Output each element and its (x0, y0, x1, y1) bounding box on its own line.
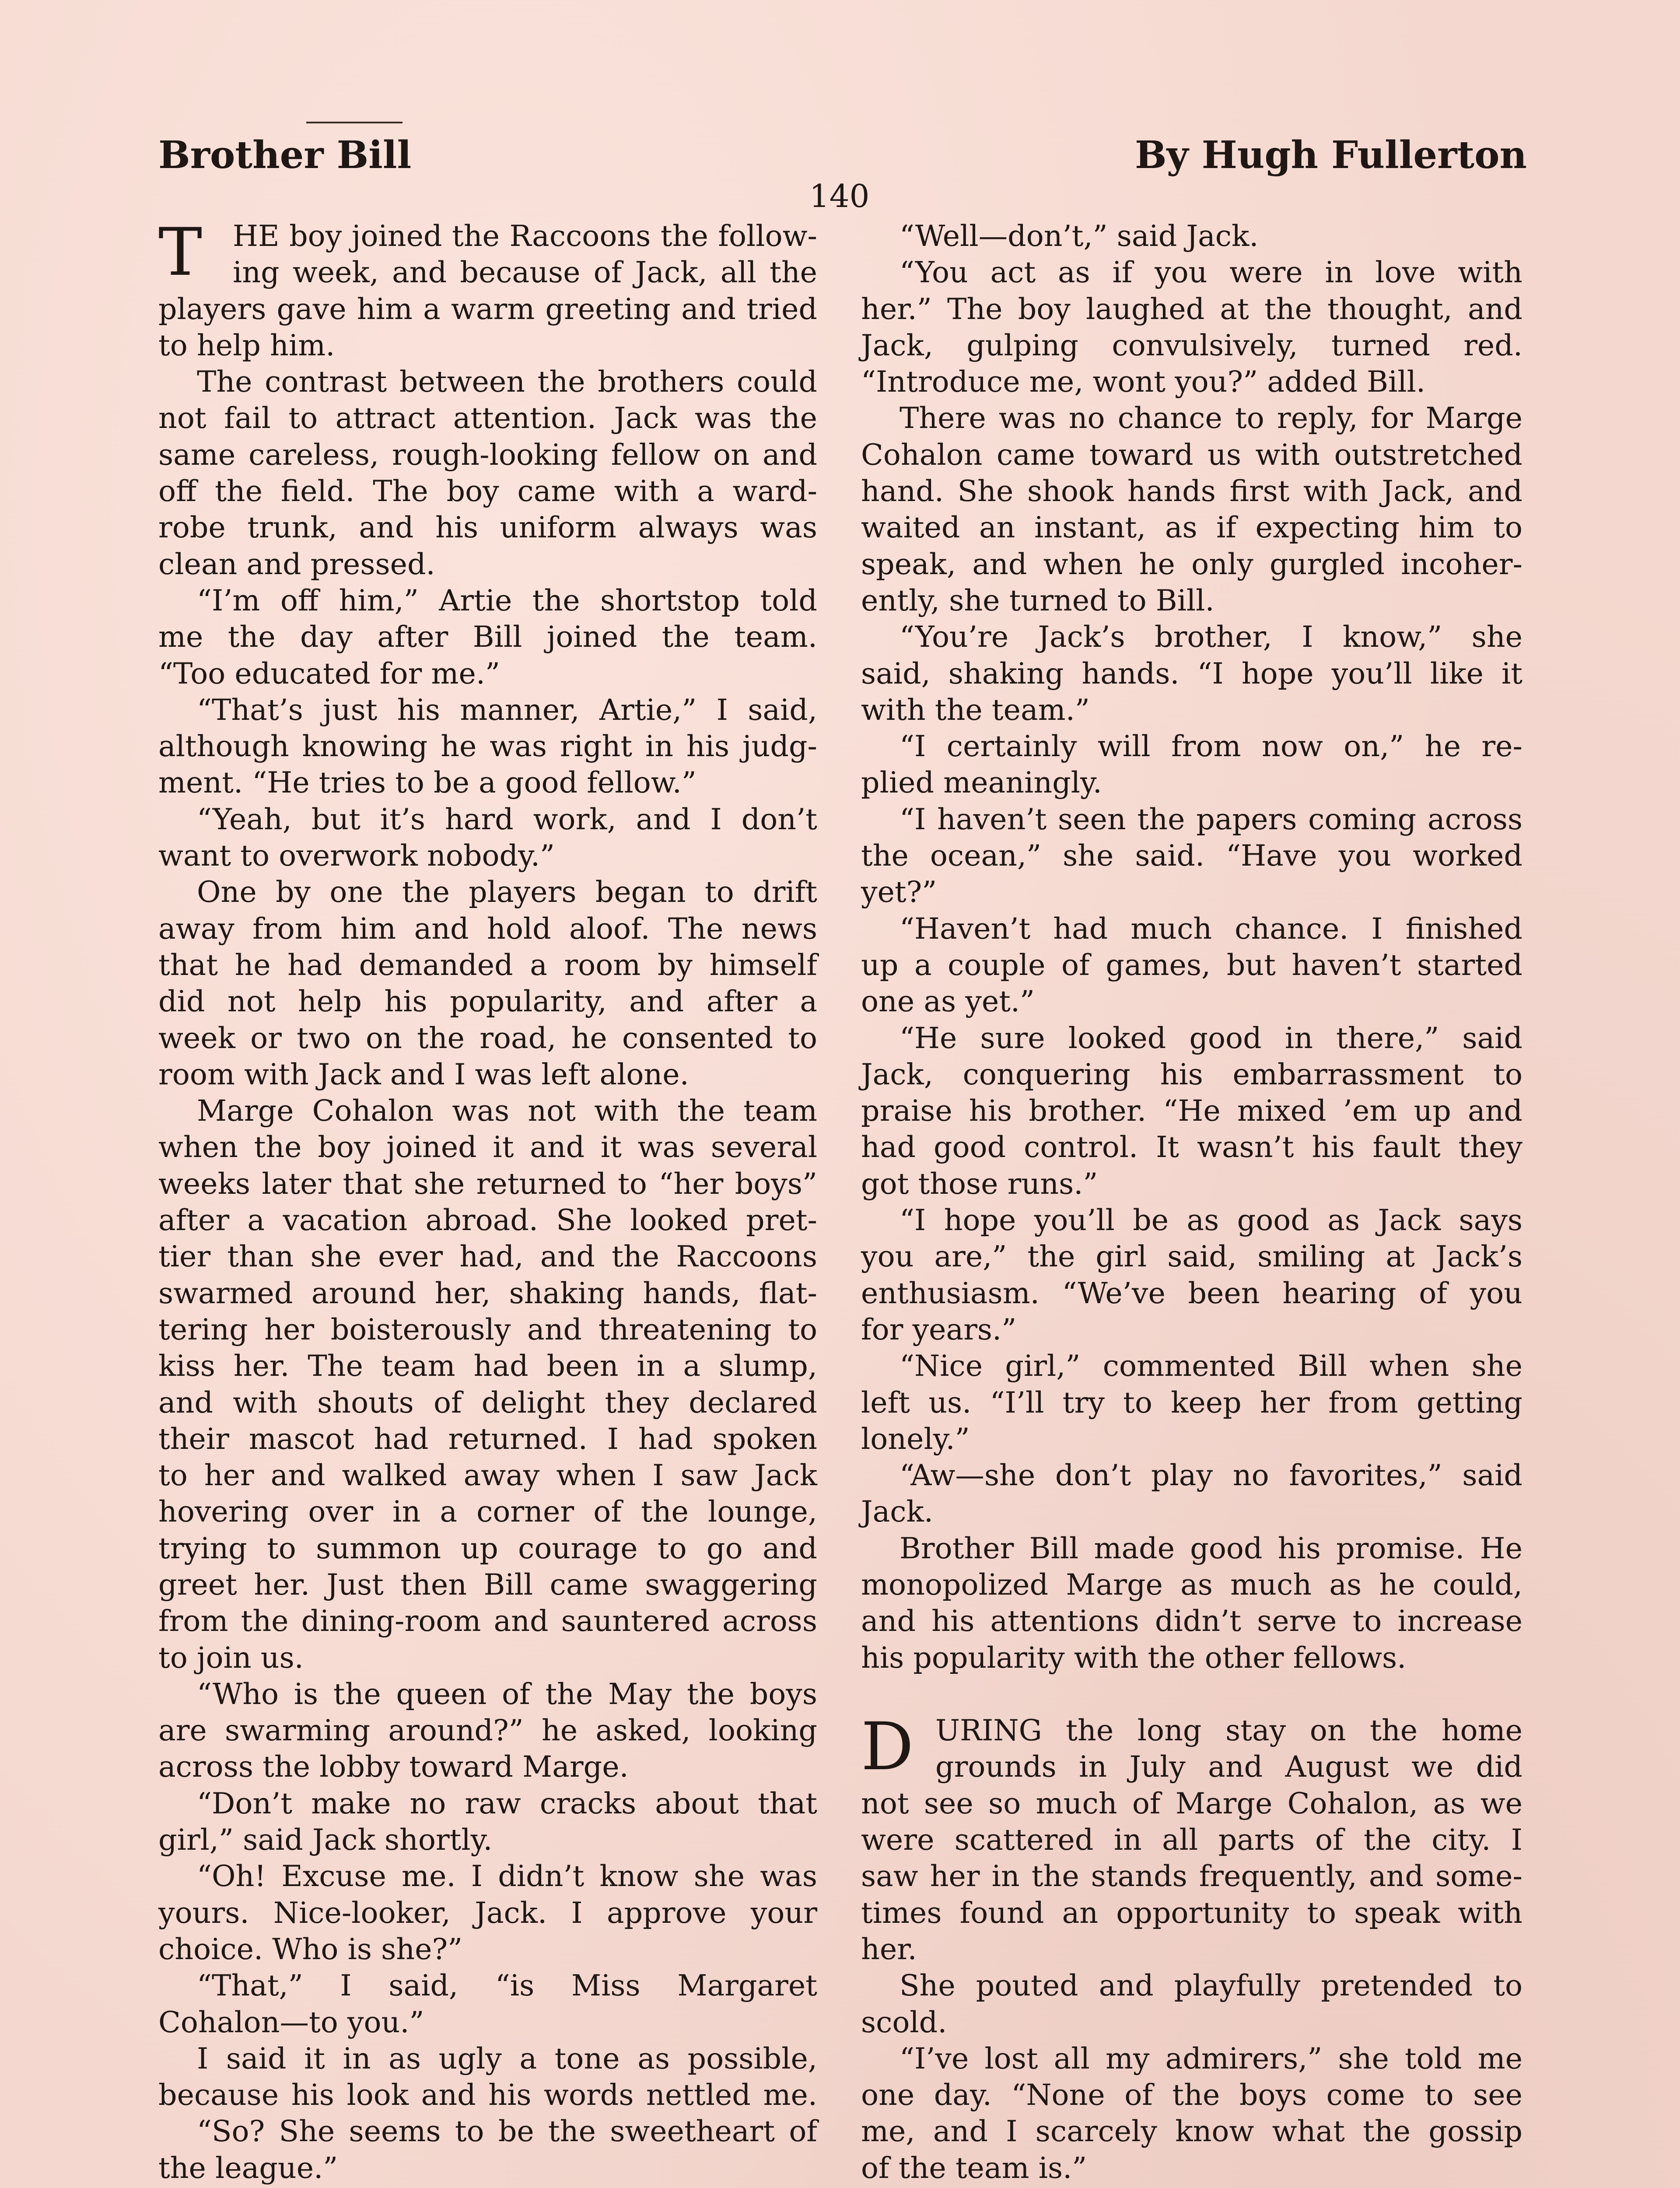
line-text: to her and walked away when I saw Jack (158, 1458, 817, 1493)
text-line (861, 1567, 1522, 1603)
text-line (158, 1311, 817, 1348)
text-line (158, 509, 817, 546)
text-line (861, 291, 1522, 327)
line-text: one as yet.” (861, 984, 1035, 1019)
line-text: Jack, gulping convulsively, turned red. (861, 328, 1522, 362)
text-line (158, 1603, 817, 1639)
text-line (158, 728, 817, 764)
text-line (861, 2004, 1522, 2041)
text-line (861, 656, 1522, 692)
line-text: swarmed around her, shaking hands, flat- (158, 1276, 817, 1310)
line-text: said, shaking hands. “I hope you’ll like it (861, 656, 1522, 691)
text-line (861, 1895, 1522, 1931)
line-text: trying to summon up courage to go and (158, 1531, 817, 1565)
text-line (158, 619, 817, 655)
line-text: “I’ve lost all my admirers,” she told me (900, 2041, 1522, 2076)
line-text: HE boy joined the Raccoons the follow- (233, 219, 817, 253)
line-text: praise his brother. “He mixed ’em up and (861, 1094, 1522, 1128)
text-line (158, 764, 817, 801)
text-line (158, 473, 817, 509)
line-text: hand. She shook hands first with Jack, and (861, 474, 1522, 508)
text-line (861, 1785, 1522, 1822)
text-line (861, 619, 1522, 655)
text-line (861, 582, 1522, 619)
text-line (861, 1129, 1522, 1165)
text-line (861, 1603, 1522, 1639)
text-line (158, 2113, 817, 2149)
line-text: “Haven’t had much chance. I finished (900, 911, 1522, 946)
line-text: after a vacation abroad. She looked pret- (158, 1203, 817, 1238)
line-text: URING the long stay on the home (935, 1713, 1522, 1748)
text-line (158, 692, 817, 728)
text-line (158, 1749, 817, 1785)
text-line (158, 656, 817, 692)
text-line (861, 364, 1522, 400)
line-text: One by one the players began to drift (197, 875, 817, 909)
text-line (158, 2077, 817, 2113)
text-line (158, 1385, 817, 1421)
text-line (158, 983, 817, 1020)
text-line (158, 838, 817, 874)
line-text: got those runs.” (861, 1166, 1098, 1201)
line-text: are swarming around?” he asked, looking (158, 1713, 817, 1748)
line-text: “Introduce me, wont you?” added Bill. (861, 365, 1425, 399)
line-text: and his attentions didn’t serve to increase (861, 1604, 1522, 1638)
text-line (158, 291, 817, 327)
line-text: “You’re Jack’s brother, I know,” she (900, 620, 1522, 654)
text-line (861, 1056, 1522, 1093)
line-text: The contrast between the brothers could (197, 365, 817, 399)
text-line (158, 947, 817, 983)
text-line (861, 327, 1522, 364)
line-text: across the lobby toward Marge. (158, 1750, 629, 1784)
line-text: the ocean,” she said. “Have you worked (861, 838, 1522, 873)
line-text: speak, and when he only gurgled incoher- (861, 547, 1522, 581)
line-text: not see so much of Marge Cohalon, as we (861, 1786, 1522, 1820)
text-line (861, 947, 1522, 983)
line-text: off the field. The boy came with a ward- (158, 474, 817, 508)
story-byline: By Hugh Fullerton (1134, 133, 1527, 177)
line-text: yours. Nice-looker, Jack. I approve your (158, 1895, 817, 1930)
text-line (158, 437, 817, 473)
line-text: waited an instant, as if expecting him to (861, 510, 1522, 545)
text-line (861, 1494, 1522, 1530)
line-text: away from him and hold aloof. The news (158, 911, 817, 946)
text-line (158, 1275, 817, 1311)
line-text: There was no chance to reply, for Marge (900, 401, 1522, 435)
line-text: grounds in July and August we did (935, 1750, 1522, 1784)
text-line (861, 1931, 1522, 1967)
text-line (158, 1166, 817, 1202)
text-line (861, 1530, 1522, 1567)
text-line (861, 911, 1522, 947)
line-text: Jack. (861, 1494, 933, 1529)
text-line (861, 254, 1522, 291)
text-line (861, 1967, 1522, 2004)
text-line (158, 546, 817, 582)
text-line (158, 1640, 817, 1676)
header-rule (306, 122, 402, 123)
text-line (861, 400, 1522, 436)
line-text: times found an opportunity to speak with (861, 1895, 1522, 1930)
text-line (861, 728, 1522, 764)
line-text: up a couple of games, but haven’t started (861, 947, 1522, 982)
text-line (158, 1202, 817, 1238)
text-line (158, 1494, 817, 1530)
line-text: Marge Cohalon was not with the team (197, 1094, 817, 1128)
line-text: that he had demanded a room by himself (158, 947, 817, 982)
line-text: “That,” I said, “is Miss Margaret (197, 1968, 817, 2003)
line-text: “I certainly will from now on,” he re- (900, 729, 1522, 764)
text-line (158, 1348, 817, 1384)
line-text: when the boy joined it and it was several (158, 1130, 817, 1164)
line-text: greet her. Just then Bill came swaggering (158, 1567, 817, 1602)
line-text: “Oh! Excuse me. I didn’t know she was (197, 1859, 817, 1893)
line-text: Cohalon—to you.” (158, 2005, 424, 2039)
line-text: players gave him a warm greeting and tried (158, 291, 817, 326)
text-line (861, 1822, 1522, 1858)
line-text: “Who is the queen of the May the boys (197, 1676, 817, 1711)
text-line (861, 764, 1522, 801)
line-text: “You act as if you were in love with (900, 255, 1522, 290)
line-text: his popularity with the other fellows. (861, 1640, 1407, 1675)
text-line (861, 2186, 1522, 2188)
line-text: because his look and his words nettled me. (158, 2078, 817, 2112)
text-line (158, 1020, 817, 1056)
text-line (861, 1238, 1522, 1275)
text-line (861, 1311, 1522, 1348)
text-line (158, 1895, 817, 1931)
line-text: “I’m off him,” Artie the shortstop told (197, 583, 817, 617)
text-line (158, 2041, 817, 2077)
page-number: 140 (809, 178, 870, 214)
text-line (861, 1749, 1522, 1785)
line-text: “Aw—she don’t play no favorites,” said (900, 1458, 1522, 1493)
text-line (158, 1822, 817, 1858)
text-line (861, 1020, 1522, 1056)
line-text: did not help his popularity, and after a (158, 984, 817, 1019)
line-text: same careless, rough-looking fellow on and (158, 437, 817, 472)
line-text: the league.” (158, 2150, 338, 2185)
text-line (861, 218, 1522, 254)
text-line (158, 1676, 817, 1712)
line-text: from the dining-room and sauntered across (158, 1604, 817, 1638)
line-text: you are,” the girl said, smiling at Jack’s (861, 1239, 1522, 1274)
line-text: were scattered in all parts of the city. I (861, 1823, 1522, 1857)
text-line (861, 2150, 1522, 2186)
section-gap (861, 1676, 1522, 1712)
line-text: scold. (861, 2005, 947, 2039)
line-text: for years.” (861, 1312, 1017, 1346)
line-text: ently, she turned to Bill. (861, 583, 1214, 617)
text-line (158, 1238, 817, 1275)
text-line (861, 1858, 1522, 1894)
line-text: Cohalon came toward us with outstretched (861, 437, 1522, 472)
line-text: to join us. (158, 1640, 304, 1675)
line-text: choice. Who is she?” (158, 1932, 463, 1966)
text-line (158, 1567, 817, 1603)
text-line (861, 2113, 1522, 2149)
line-text: Brother Bill made good his promise. He (900, 1531, 1522, 1565)
line-text: girl,” said Jack shortly. (158, 1823, 493, 1857)
drop-cap: T (158, 214, 203, 291)
text-line (861, 1421, 1522, 1457)
line-text: clean and pressed. (158, 547, 435, 581)
line-text: lonely.” (861, 1421, 970, 1456)
text-line (158, 1457, 817, 1494)
text-line (861, 1385, 1522, 1421)
text-line (861, 473, 1522, 509)
text-line (861, 838, 1522, 874)
line-text: hovering over in a corner of the lounge, (158, 1494, 817, 1529)
line-text: of the team is.” (861, 2150, 1087, 2185)
text-line (158, 1530, 817, 1567)
text-line (861, 1166, 1522, 1202)
line-text: me, and I scarcely know what the gossip (861, 2114, 1522, 2149)
text-line (158, 400, 817, 436)
line-text: She pouted and playfully pretended to (900, 1968, 1522, 2003)
right-text-column (861, 218, 1522, 2188)
line-text: “I hope you’ll be as good as Jack says (900, 1203, 1522, 1238)
line-text: “That’s just his manner, Artie,” I said, (197, 692, 817, 727)
text-line (158, 254, 817, 291)
line-text: tier than she ever had, and the Raccoons (158, 1239, 817, 1274)
text-line (158, 1421, 817, 1457)
line-text: left us. “I’ll try to keep her from getting (861, 1385, 1522, 1420)
line-text: week or two on the road, he consented to (158, 1020, 817, 1055)
text-line (861, 1202, 1522, 1238)
text-line (158, 1712, 817, 1749)
text-line (861, 983, 1522, 1020)
line-text: plied meaningly. (861, 765, 1102, 800)
line-text: “I haven’t seen the papers coming across (900, 802, 1522, 836)
text-line (158, 1967, 817, 2004)
text-line (861, 801, 1522, 838)
text-line (158, 582, 817, 619)
text-line (861, 1093, 1522, 1129)
line-text: ment. “He tries to be a good fellow.” (158, 765, 696, 800)
text-line (158, 327, 817, 364)
line-text: room with Jack and I was left alone. (158, 1057, 689, 1091)
text-line (158, 2004, 817, 2041)
line-text: her. (861, 1932, 917, 1966)
line-text: “Too educated for me.” (158, 656, 500, 691)
line-text: ing week, and because of Jack, all the (233, 255, 817, 290)
text-line (158, 2186, 817, 2188)
text-line (158, 874, 817, 910)
line-text: “Don’t make no raw cracks about that (197, 1786, 817, 1820)
line-text: her.” The boy laughed at the thought, and (861, 291, 1522, 326)
line-text: tering her boisterously and threatening to (158, 1312, 817, 1346)
line-text: although knowing he was right in his judg- (158, 729, 817, 764)
text-line (861, 1348, 1522, 1384)
text-line (861, 692, 1522, 728)
line-text: “He sure looked good in there,” said (900, 1020, 1522, 1055)
story-title: Brother Bill (158, 133, 412, 177)
text-line (861, 2077, 1522, 2113)
line-text: not fail to attract attention. Jack was the (158, 401, 817, 435)
text-line (861, 1640, 1522, 1676)
line-text: “Yeah, but it’s hard work, and I don’t (197, 802, 817, 836)
line-text: and with shouts of delight they declared (158, 1385, 817, 1420)
line-text: want to overwork nobody.” (158, 838, 555, 873)
text-line (158, 1093, 817, 1129)
line-text: kiss her. The team had been in a slump, (158, 1349, 817, 1383)
line-text: saw her in the stands frequently, and some- (861, 1859, 1522, 1893)
left-text-column (158, 214, 817, 2188)
text-line (861, 2041, 1522, 2077)
line-text: their mascot had returned. I had spoken (158, 1421, 817, 1456)
line-text: enthusiasm. “We’ve been hearing of you (861, 1276, 1522, 1310)
drop-cap: D (861, 1709, 914, 1785)
line-text: “Nice girl,” commented Bill when she (900, 1349, 1522, 1383)
line-text: to help him. (158, 328, 335, 362)
text-line (158, 1056, 817, 1093)
line-text: “Well—don’t,” said Jack. (900, 219, 1259, 253)
line-text: robe trunk, and his uniform always was (158, 510, 817, 545)
line-text: yet?” (861, 875, 937, 909)
line-text: with the team.” (861, 692, 1090, 727)
text-line (158, 1129, 817, 1165)
line-text: monopolized Marge as much as he could, (861, 1567, 1522, 1602)
line-text: me the day after Bill joined the team. (158, 620, 817, 654)
line-text: I said it in as ugly a tone as possible, (197, 2041, 817, 2076)
text-line (861, 509, 1522, 546)
text-line (861, 874, 1522, 910)
text-line (861, 546, 1522, 582)
text-line (158, 801, 817, 838)
text-line (861, 1457, 1522, 1494)
line-text: “So? She seems to be the sweetheart of (197, 2114, 817, 2149)
text-line (158, 1785, 817, 1822)
text-line (158, 1931, 817, 1967)
text-line (158, 2150, 817, 2186)
text-line (861, 1275, 1522, 1311)
line-text: had good control. It wasn’t his fault they (861, 1130, 1522, 1164)
line-text: one day. “None of the boys come to see (861, 2078, 1522, 2112)
line-text: weeks later that she returned to “her boys” (158, 1166, 817, 1201)
text-line (861, 437, 1522, 473)
text-line (158, 911, 817, 947)
text-line (158, 364, 817, 400)
text-line (158, 1858, 817, 1894)
line-text: Jack, conquering his embarrassment to (861, 1057, 1522, 1091)
